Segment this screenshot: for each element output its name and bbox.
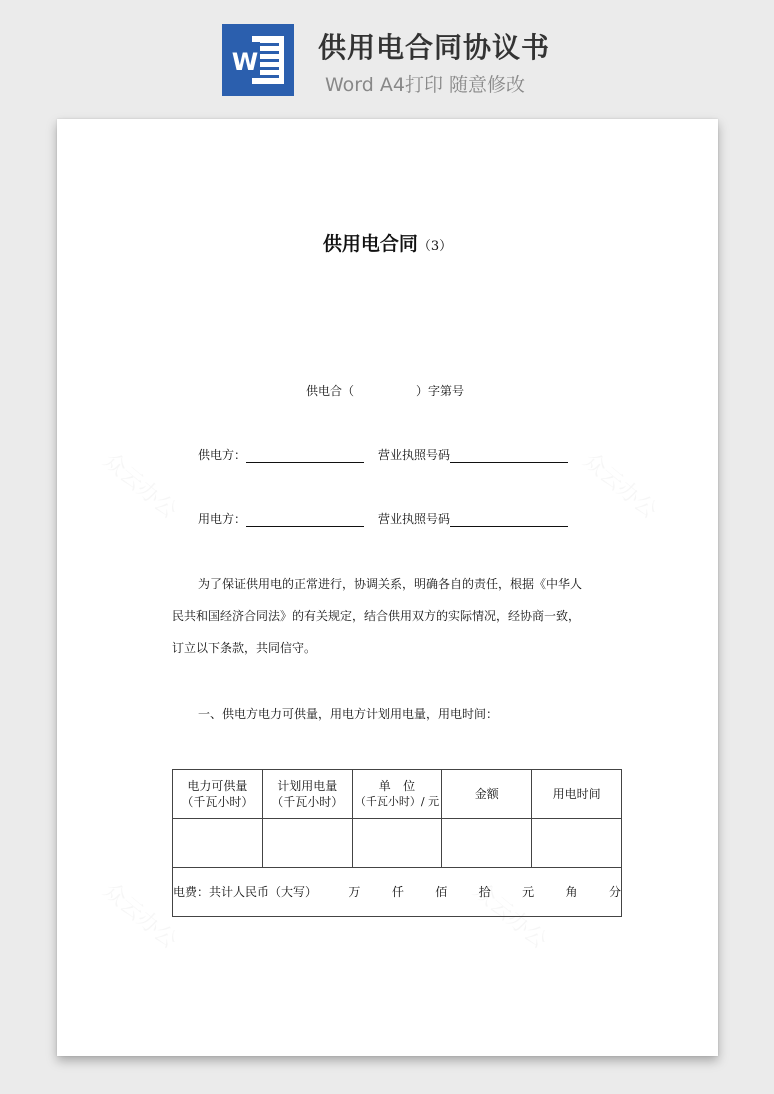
svg-text:W: W bbox=[231, 48, 259, 76]
table-header-cell: 单 位 （千瓦小时）/ 元 bbox=[352, 770, 442, 819]
section-heading: 一、供电方电力可供量，用电方计划用电量，用电时间： bbox=[198, 707, 499, 721]
user-line bbox=[198, 510, 568, 527]
supplier-license-label: 营业执照号码 bbox=[378, 448, 451, 462]
fee-row bbox=[173, 868, 622, 917]
supplier-line bbox=[198, 446, 568, 463]
table-cell[interactable] bbox=[532, 819, 622, 868]
document-title-number: （3） bbox=[417, 239, 453, 254]
table-cell[interactable] bbox=[352, 819, 442, 868]
table-header-row bbox=[173, 770, 622, 819]
electricity-table bbox=[172, 769, 622, 917]
table-row bbox=[173, 819, 622, 868]
document-title bbox=[57, 229, 718, 256]
document-title-text: 供用电合同 bbox=[322, 233, 418, 255]
supplier-label: 供电方： bbox=[198, 448, 247, 462]
word-doc-icon bbox=[222, 24, 294, 96]
watermark bbox=[577, 444, 664, 524]
paragraph-line: 订立以下条款，共同信守。 bbox=[172, 641, 317, 655]
supplier-name-field[interactable] bbox=[246, 448, 364, 463]
user-label: 用电方： bbox=[198, 512, 247, 526]
document-page bbox=[57, 119, 718, 1056]
header-title: 供用电合同协议书 bbox=[318, 31, 551, 64]
user-license-field[interactable] bbox=[450, 512, 568, 527]
table-cell[interactable] bbox=[262, 819, 352, 868]
watermark bbox=[97, 444, 184, 524]
table-header-cell: 用电时间 bbox=[532, 770, 622, 819]
user-name-field[interactable] bbox=[246, 512, 364, 527]
user-license-label: 营业执照号码 bbox=[378, 512, 451, 526]
ref-number-line bbox=[306, 382, 464, 399]
supplier-license-field[interactable] bbox=[450, 448, 568, 463]
paragraph-line: 为了保证供用电的正常进行，协调关系，明确各自的责任，根据《中华人 bbox=[198, 577, 583, 591]
table-cell[interactable] bbox=[442, 819, 532, 868]
table-header-cell: 计划用电量 （千瓦小时） bbox=[262, 770, 352, 819]
table-cell[interactable] bbox=[173, 819, 263, 868]
header-subtitle: Word A4打印 随意修改 bbox=[325, 74, 526, 96]
table-header-cell: 金额 bbox=[442, 770, 532, 819]
header bbox=[0, 0, 774, 110]
fee-cell[interactable]: 电费：共计人民币（大写） 万 仟 佰 拾 元 角 分 bbox=[173, 868, 622, 917]
table-header-cell: 电力可供量 （千瓦小时） bbox=[173, 770, 263, 819]
ref-prefix: 供电合（ bbox=[306, 384, 355, 398]
ref-suffix: ）字第号 bbox=[416, 384, 465, 398]
paragraph-line: 民共和国经济合同法》的有关规定，结合供用双方的实际情况，经协商一致， bbox=[172, 609, 581, 623]
